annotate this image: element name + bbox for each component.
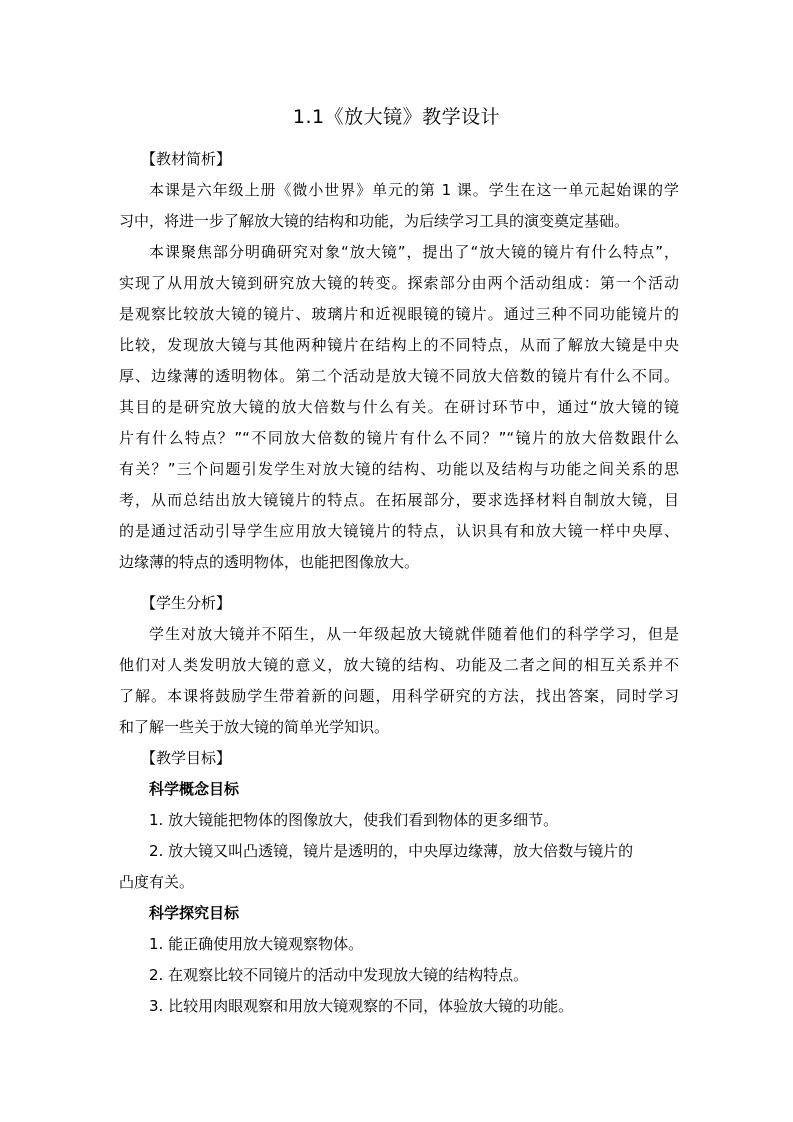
paragraph-material-1 (119, 175, 679, 237)
text-line: 和了解一些关于放大镜的简单光学知识。 (119, 718, 390, 736)
list-item: 1. 放大镜能把物体的图像放大，使我们看到物体的更多细节。 (149, 811, 559, 829)
list-item-continuation: 凸度有关。 (119, 873, 195, 891)
text-line: 考，从而总结出放大镜镜片的特点。在拓展部分，要求选择材料自制放大镜，目 (119, 491, 679, 509)
text-line: 了解。本课将鼓励学生带着新的问题，用科学研究的方法，找出答案，同时学习 (119, 687, 679, 705)
subheading-concept-goals: 科学概念目标 (149, 780, 240, 798)
text-line: 厚、边缘薄的透明物体。第二个活动是放大镜不同放大倍数的镜片有什么不同。 (119, 367, 679, 385)
text-line: 习中，将进一步了解放大镜的结构和功能，为后续学习工具的演变奠定基础。 (119, 212, 630, 230)
text-line: 实现了从用放大镜到研究放大镜的转变。探索部分由两个活动组成：第一个活动 (119, 274, 679, 292)
text-line: 有关？”三个问题引发学生对放大镜的结构、功能以及结构与功能之间关系的思 (119, 460, 679, 478)
paragraph-student-1 (119, 619, 679, 743)
document-body (119, 144, 679, 1022)
section-heading-goals: 【教学目标】 (141, 749, 232, 767)
list-item: 1. 能正确使用放大镜观察物体。 (149, 935, 364, 953)
text-line: 其目的是研究放大镜的放大倍数与什么有关。在研讨环节中，通过“放大镜的镜 (119, 398, 679, 416)
section-heading-material: 【教材简析】 (141, 150, 232, 168)
text-line: 本课是六年级上册《微小世界》单元的第 1 课。学生在这一单元起始课的学 (149, 181, 679, 199)
text-line: 学生对放大镜并不陌生，从一年级起放大镜就伴随着他们的科学学习，但是 (149, 625, 679, 643)
text-line: 片有什么特点？”“不同放大倍数的镜片有什么不同？”“镜片的放大倍数跟什么 (119, 429, 679, 447)
document-title: 1.1《放大镜》教学设计 (292, 106, 501, 128)
text-line: 本课聚焦部分明确研究对象“放大镜”，提出了“放大镜的镜片有什么特点”， (149, 243, 679, 261)
text-line: 他们对人类发明放大镜的意义，放大镜的结构、功能及二者之间的相互关系并不 (119, 656, 679, 674)
text-line: 是观察比较放大镜的镜片、玻璃片和近视眼镜的镜片。通过三种不同功能镜片的 (119, 305, 679, 323)
text-line: 比较，发现放大镜与其他两种镜片在结构上的不同特点，从而了解放大镜是中央 (119, 336, 679, 354)
subheading-inquiry-goals: 科学探究目标 (149, 904, 240, 922)
list-item: 2. 放大镜又叫凸透镜，镜片是透明的，中央厚边缘薄，放大倍数与镜片的 (149, 842, 634, 860)
list-item: 3. 比较用肉眼观察和用放大镜观察的不同，体验放大镜的功能。 (149, 997, 574, 1015)
section-heading-student: 【学生分析】 (141, 594, 232, 612)
list-item: 2. 在观察比较不同镜片的活动中发现放大镜的结构特点。 (149, 966, 529, 984)
text-line: 边缘薄的特点的透明物体，也能把图像放大。 (119, 553, 420, 571)
text-line: 的是通过活动引导学生应用放大镜镜片的特点，认识具有和放大镜一样中央厚、 (119, 522, 679, 540)
paragraph-material-2 (119, 237, 679, 578)
